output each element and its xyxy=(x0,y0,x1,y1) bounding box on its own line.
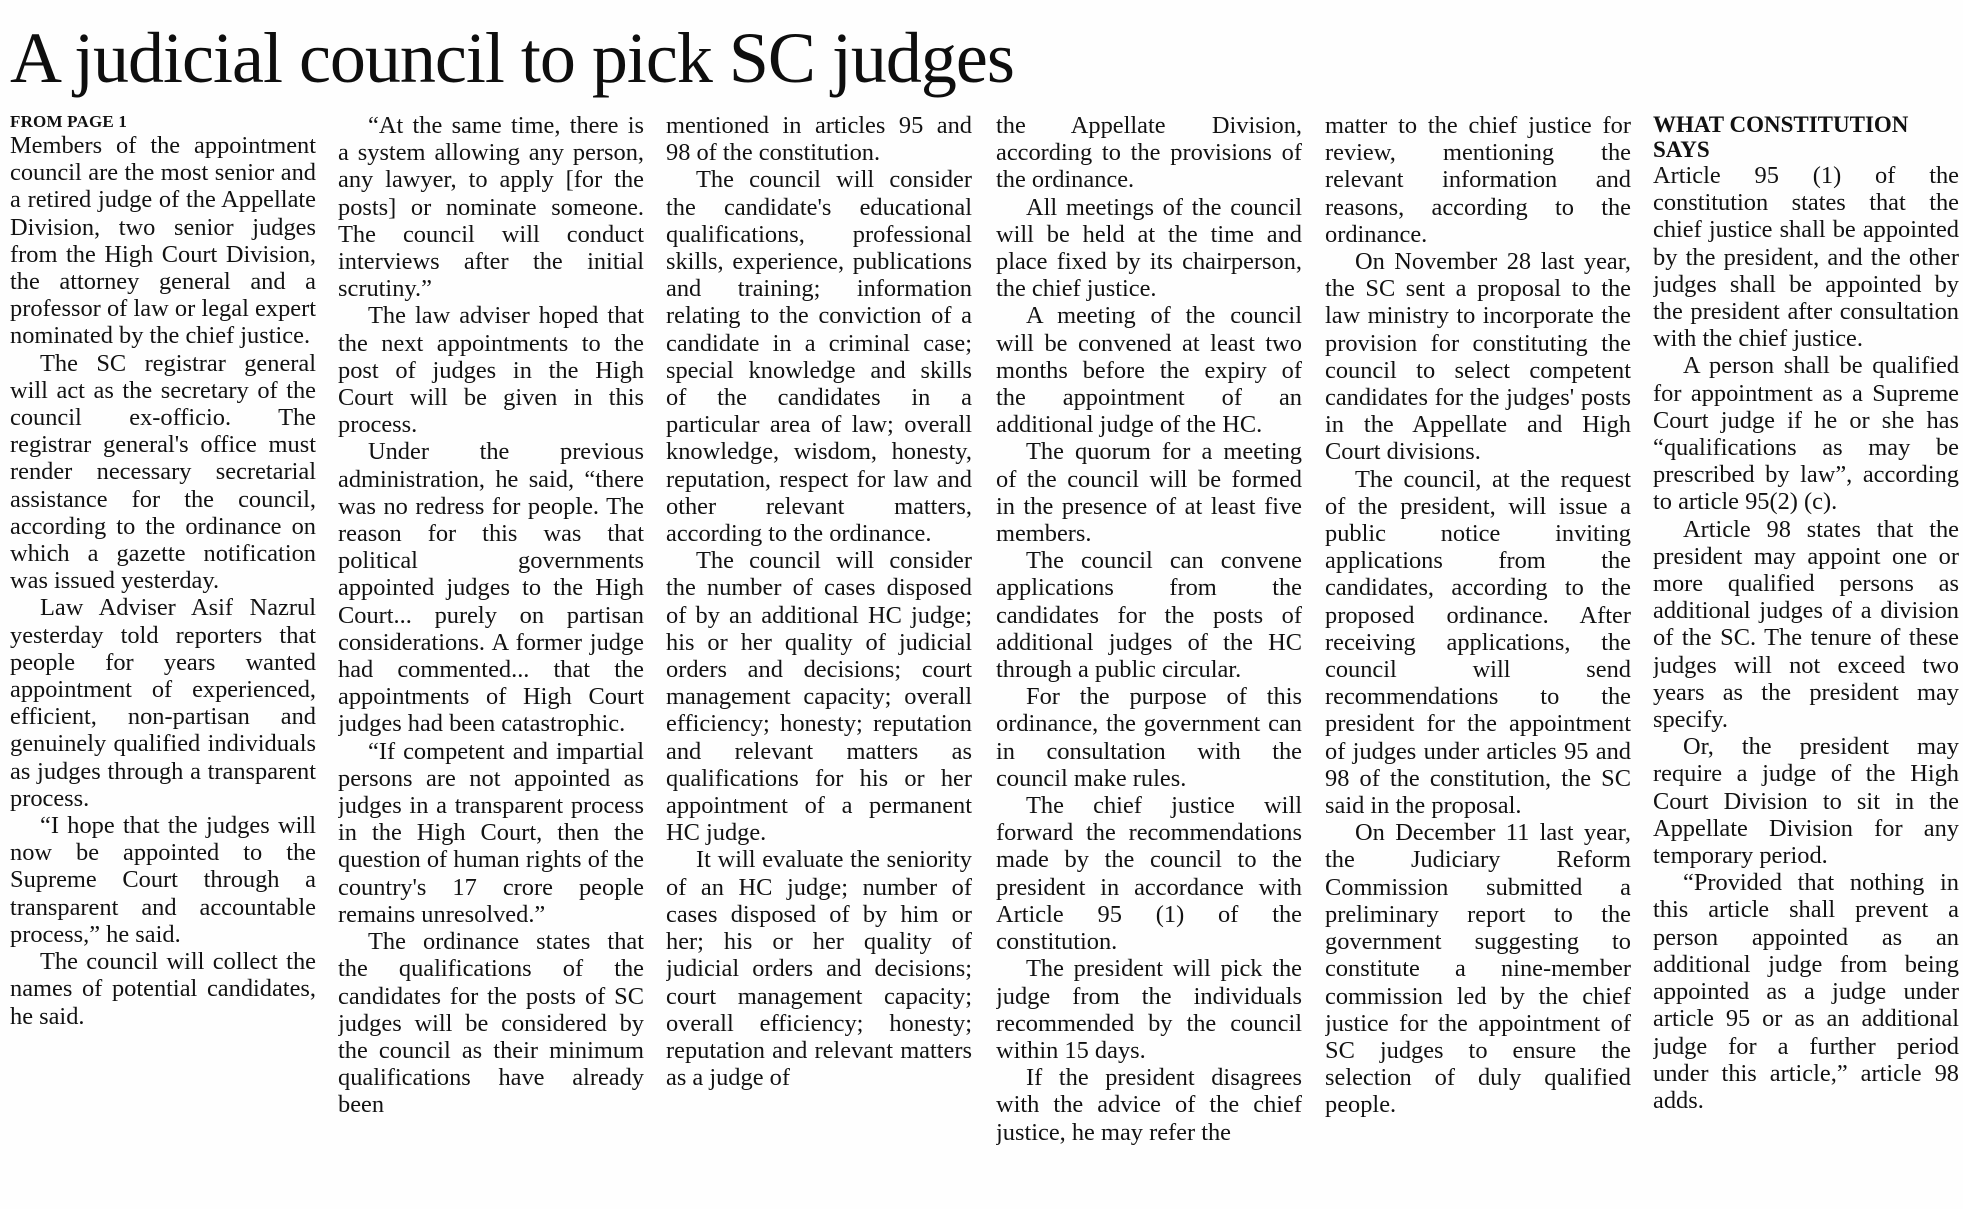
paragraph: Article 95 (1) of the constitution states that the chief justice shall be appointed by the president, and the other judges shall be appointed by the president after consultation with the chief justice. xyxy=(1653,162,1959,353)
column-2 xyxy=(338,112,644,1206)
paragraph: For the purpose of this ordinance, the government can in consultation with the council make rules. xyxy=(996,683,1302,792)
paragraph: The chief justice will forward the recommendations made by the council to the president in accordance with Article 95 (1) of the constitution. xyxy=(996,792,1302,956)
column-5 xyxy=(1325,112,1631,1206)
column-6-sidebar xyxy=(1653,112,1959,1206)
paragraph: “At the same time, there is a system allowing any person, any lawyer, to apply [for the posts] or nominate someone. The council will conduct interviews after the initial scrutiny.” xyxy=(338,112,644,303)
paragraph: matter to the chief justice for review, mentioning the relevant information and reasons, according to the ordinance. xyxy=(1325,112,1631,248)
paragraph: All meetings of the council will be held at the time and place fixed by its chairperson, the chief justice. xyxy=(996,193,1302,303)
paragraph: A person shall be qualified for appointment as a Supreme Court judge if he or she has “qualifications as may be prescribed by law”, according to article 95(2) (c). xyxy=(1653,352,1959,516)
paragraph: Or, the president may require a judge of the High Court Division to sit in the Appellate Division for any temporary period. xyxy=(1653,733,1959,870)
column-4 xyxy=(996,112,1302,1206)
paragraph: The ordinance states that the qualifications of the candidates for the posts of SC judges will be considered by the council as their minimum qualifications have already been xyxy=(338,928,644,1119)
paragraph: Members of the appointment council are the most senior and a retired judge of the Appellate Division, two senior judges from the High Court Division, the attorney general and a professor of law or legal expert nominated by the chief justice. xyxy=(10,132,316,350)
column-1 xyxy=(10,112,316,1206)
paragraph: mentioned in articles 95 and 98 of the constitution. xyxy=(666,112,972,167)
paragraph: The council will consider the candidate's educational qualifications, professional skills, experience, publications and training; information relating to the conviction of a candidate in a criminal case; special knowledge and skills of the candidates in a particular area of law; overall knowledge, wisdom, honesty, reputation, respect for law and other relevant matters, according to the ordinance. xyxy=(666,166,972,548)
paragraph: The council will collect the names of potential candidates, he said. xyxy=(10,948,316,1030)
paragraph: Article 98 states that the president may appoint one or more qualified persons as additional judges of a division of the SC. The tenure of these judges will not exceed two years as the president may specify. xyxy=(1653,515,1959,734)
paragraph: The council can convene applications from the candidates for the posts of additional judges of the HC through a public circular. xyxy=(996,547,1302,684)
paragraph: A meeting of the council will be convened at least two months before the expiry of the appointment of an additional judge of the HC. xyxy=(996,302,1302,439)
paragraph: Law Adviser Asif Nazrul yesterday told reporters that people for years wanted appointment of experienced, efficient, non-partisan and genuinely qualified individuals as judges through a transparent process. xyxy=(10,594,316,812)
headline: A judicial council to pick SC judges xyxy=(10,18,1014,98)
paragraph: On December 11 last year, the Judiciary Reform Commission submitted a preliminary report to the government suggesting to constitute a nine-member commission led by the chief justice for the appointment of SC judges to ensure the selection of duly qualified people. xyxy=(1325,819,1631,1119)
column-3 xyxy=(666,112,972,1206)
paragraph: On November 28 last year, the SC sent a proposal to the law ministry to incorporate the provision for constituting the council to select competent candidates for the judges' posts in the Appellate and High Court divisions. xyxy=(1325,248,1631,466)
paragraph: the Appellate Division, according to the provisions of the ordinance. xyxy=(996,112,1302,194)
paragraph: The council, at the request of the president, will issue a public notice inviting applications from the candidates, according to the proposed ordinance. After receiving applications, the council will send recommendations to the president for the appointment of judges under articles 95 and 98 of the constitution, the SC said in the proposal. xyxy=(1325,465,1631,820)
kicker: FROM PAGE 1 xyxy=(10,112,128,131)
paragraph: Under the previous administration, he said, “there was no redress for people. The reason for this was that political governments appointed judges to the High Court... purely on partisan considerations. A former judge had commented... that the appointments of High Court judges had been catastrophic. xyxy=(338,438,644,738)
paragraph: “I hope that the judges will now be appointed to the Supreme Court through a transparent and accountable process,” he said. xyxy=(10,812,316,948)
paragraph: It will evaluate the seniority of an HC judge; number of cases disposed of by him or her; his or her quality of judicial orders and decisions; court management capacity; overall efficiency; honesty; reputation and relevant matters as a judge of xyxy=(666,846,972,1092)
paragraph: If the president disagrees with the advice of the chief justice, he may refer the xyxy=(996,1064,1302,1146)
paragraph: The SC registrar general will act as the secretary of the council ex-officio. The registrar general's office must render necessary secretarial assistance for the council, according to the ordinance on which a gazette notification was issued yesterday. xyxy=(10,349,316,595)
sidebar-heading: WHAT CONSTITUTION SAYS xyxy=(1653,112,1909,162)
paragraph: “Provided that nothing in this article shall prevent a person appointed as an additional judge from being appointed as a judge under article 95 or as an additional judge for a further period under this article,” article 98 adds. xyxy=(1653,869,1959,1114)
paragraph: “If competent and impartial persons are not appointed as judges in a transparent process in the High Court, then the question of human rights of the country's 17 crore people remains unresolved.” xyxy=(338,737,644,928)
paragraph: The quorum for a meeting of the council will be formed in the presence of at least five members. xyxy=(996,438,1302,548)
paragraph: The president will pick the judge from the individuals recommended by the council within 15 days. xyxy=(996,955,1302,1064)
paragraph: The council will consider the number of cases disposed of by an additional HC judge; his or her quality of judicial orders and decisions; court management capacity; overall efficiency; honesty; reputation and relevant matters as qualifications for his or her appointment of a permanent HC judge. xyxy=(666,547,972,847)
paragraph: The law adviser hoped that the next appointments to the post of judges in the High Court will be given in this process. xyxy=(338,302,644,439)
